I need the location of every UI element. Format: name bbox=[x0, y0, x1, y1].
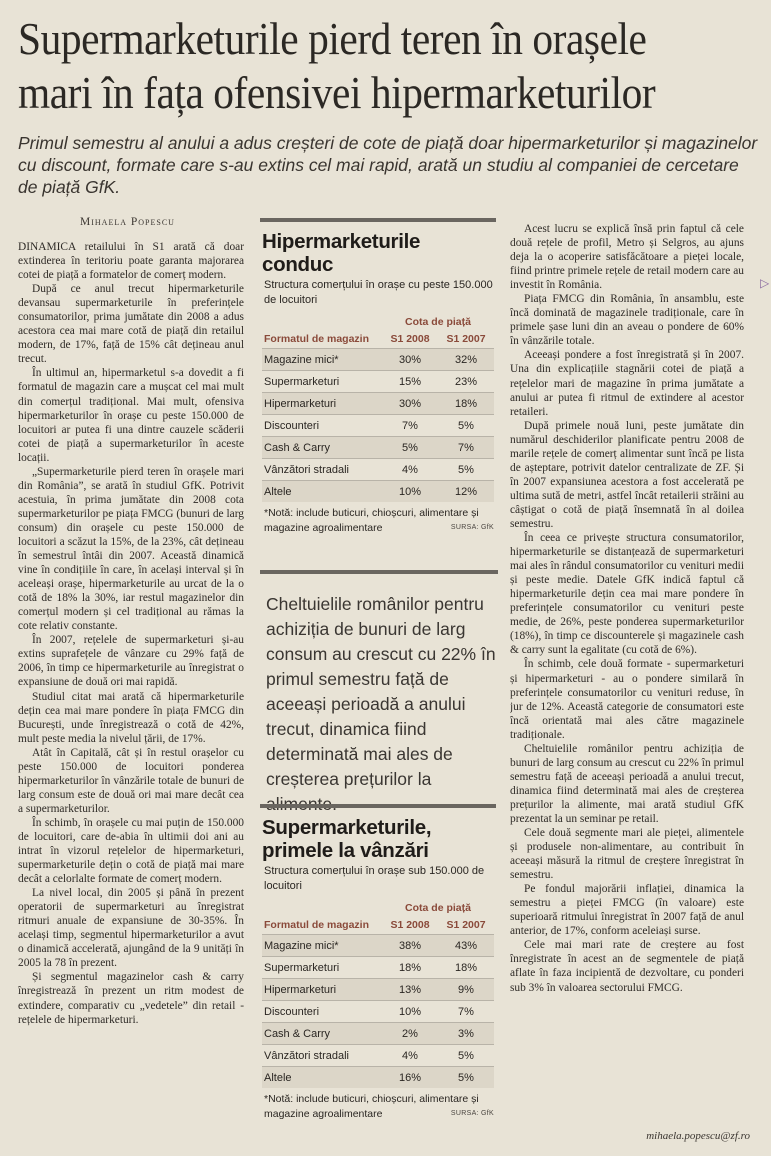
table-note bbox=[264, 506, 496, 536]
table-row bbox=[262, 1001, 494, 1023]
paragraph: Cele mai mari rate de creștere au fost înregistrate în acest an de segmentele de piață aflate în faza incipientă de dezvoltare, cu ponderi sub 3% în valoarea sectorului FMCG. bbox=[510, 939, 744, 994]
row-label: Hipermarketuri bbox=[262, 979, 382, 1001]
row-label: Cash & Carry bbox=[262, 1023, 382, 1045]
paragraph: Studiul citat mai arată că hipermarketurile dețin cea mai mare pondere în piața FMCG din București, unde înregistrează o cotă de 42%, mult peste media la nivelul țării, de 17%. bbox=[18, 690, 244, 745]
pull-quote bbox=[260, 570, 498, 817]
paragraph: Aceeași pondere a fost înregistrată și în 2007. Una din explicațiile stagnării cotei de piață a rețelelor mari de magazine în prima jumătate a anului ar putea fi ritmul de extindere al acestor retaileri. bbox=[510, 349, 744, 418]
table-row bbox=[262, 1045, 494, 1067]
box-title: Supermarketurile, primele la vânzări bbox=[262, 816, 432, 862]
value-2007: 5% bbox=[438, 459, 494, 481]
value-2008: 30% bbox=[382, 393, 438, 415]
table-row bbox=[262, 459, 494, 481]
paragraph: În 2007, rețelele de supermarketuri și-au extins suprafețele de vânzare cu 29% față de 2006, în timp ce hipermarketurile au înregistrat o expansiune de două ori mai rapidă. bbox=[18, 634, 244, 689]
table-row bbox=[262, 437, 494, 459]
market-share-table bbox=[262, 314, 494, 502]
row-label: Altele bbox=[262, 481, 382, 503]
row-label: Discounteri bbox=[262, 415, 382, 437]
row-label: Altele bbox=[262, 1067, 382, 1089]
box-top-rule bbox=[260, 804, 496, 808]
value-2008: 30% bbox=[382, 349, 438, 371]
column-header-s1-2007: S1 2007 bbox=[446, 919, 486, 931]
value-2007: 9% bbox=[438, 979, 494, 1001]
value-2008: 2% bbox=[382, 1023, 438, 1045]
value-2008: 13% bbox=[382, 979, 438, 1001]
paragraph: În ultimul an, hipermarketul s-a dovedit a fi formatul de magazin care a mușcat cel mai mult din comerțul tradițional. Mai mult, ofensiva hipermarketurilor în orașe cu peste 150.000 de locuitori ar putea fi una dintre cauzele scăderii cotei de piață a supermarketurilor în aceste locații. bbox=[18, 367, 244, 464]
market-share-table bbox=[262, 900, 494, 1088]
paragraph: Acest lucru se explică însă prin faptul că cele două rețele de profil, Metro și Selgros, au ajuns deja la o acoperire satisfăcătoare a pieței locale, fiind printre primele rețele de retail modern care au investit în România. bbox=[510, 223, 744, 292]
column-header-s1-2007: S1 2007 bbox=[446, 333, 486, 345]
paragraph: În schimb, în orașele cu mai puțin de 150.000 de locuitori, care de-abia în ultimii doi ani au intrat în vizorul rețelelor de hipermarketuri, supermarketurile dețin o cotă de piață mai mare decât a celorlalte formate de comerț modern. bbox=[18, 816, 244, 886]
byline: Mihaela Popescu bbox=[80, 216, 175, 228]
paragraph: La nivel local, din 2005 și până în prezent operatorii de supermarketuri au înregistrat ritmuri anuale de expansiune de 30-35%. În același timp, segmentul hipermarketurilor a avut o dinamică accelerată, ajungând de la 9 unități în 2005 la 78 în prezent. bbox=[18, 887, 244, 970]
article-column-1 bbox=[18, 240, 244, 1150]
headline-line-2: mari în fața ofensivei hipermarketurilor bbox=[18, 67, 656, 118]
table-row bbox=[262, 1067, 494, 1089]
paragraph: Cele două segmente mari ale pieței, alimentele și produsele non-alimentare, au contribuit în aceeași măsură la ritmul de creștere înregistrat în semestru. bbox=[510, 827, 744, 882]
paragraph: Pe fondul majorării inflației, dinamica la semestru a pieței FMCG (în valoare) este superioară ritmului înregistrat în 2007 față de anul anterior, de 17%, conform aceleiași surse. bbox=[510, 883, 744, 938]
row-label: Vânzători stradali bbox=[262, 459, 382, 481]
paragraph: După ce anul trecut hipermarketurile devansau supermarketurile în preferințele consumatorilor, prima jumătate din 2008 a adus acestora cea mai mare cotă de piață din retailul modern, de 17%, față de 15% cât dețineau anul trecut. bbox=[18, 283, 244, 366]
value-2008: 7% bbox=[382, 415, 438, 437]
paragraph: Atât în Capitală, cât și în restul orașelor cu peste 150.000 de locuitori ponderea hipermarketurilor în vânzările totale de bunuri de larg consum este de două ori mai mare decât cea a supermarketurilor. bbox=[18, 746, 244, 815]
table-row bbox=[262, 349, 494, 371]
value-2007: 5% bbox=[438, 1067, 494, 1089]
table-row bbox=[262, 979, 494, 1001]
paragraph: Piața FMCG din România, în ansamblu, este încă dominată de magazinele tradiționale, care în primele șase luni din an aveau o pondere de 60% în vânzările totale. bbox=[510, 293, 744, 348]
row-label: Cash & Carry bbox=[262, 437, 382, 459]
row-label: Supermarketuri bbox=[262, 957, 382, 979]
note-text: *Notă: include buticuri, chioșcuri, alimentare și magazine agroalimentare bbox=[264, 1093, 479, 1120]
value-2008: 4% bbox=[382, 459, 438, 481]
table-source: SURSA: GfK bbox=[450, 524, 494, 531]
value-2007: 7% bbox=[438, 437, 494, 459]
value-2008: 5% bbox=[382, 437, 438, 459]
row-label: Supermarketuri bbox=[262, 371, 382, 393]
table-box-hipermarketuri bbox=[260, 218, 496, 536]
paragraph: „Supermarketurile pierd teren în orașele mari din România”, se arată în studiul GfK. Potrivit acestuia, în prima jumătate din 2008 cota supermarketurilor pe piața FMCG (bunuri de larg consum) din orașele cu peste 150.000 de locuitori a scăzut la 15%, de la 23%, cât dețineau în semestrul întâi din 2007. Această dinamică vine în condițiile în care, în același interval și în aceleași orașe, hipermarketurile au urcat de la o cotă de 18% la 30%, iar restul magazinelor din comerțul modern și cel tradițional au rămas la cote relativ constante. bbox=[18, 465, 244, 633]
value-2008: 16% bbox=[382, 1067, 438, 1089]
headline-line-1: Supermarketurile pierd teren în orașele bbox=[18, 13, 647, 64]
value-2007: 5% bbox=[438, 1045, 494, 1067]
column-header-s1-2008: S1 2008 bbox=[390, 333, 430, 345]
table-row bbox=[262, 415, 494, 437]
value-2007: 32% bbox=[438, 349, 494, 371]
column-header-s1-2008: S1 2008 bbox=[390, 919, 430, 931]
table-row bbox=[262, 371, 494, 393]
value-2008: 10% bbox=[382, 1001, 438, 1023]
note-text: *Notă: include buticuri, chioșcuri, alimentare și magazine agroalimentare bbox=[264, 507, 479, 534]
column-header-format: Formatul de magazin bbox=[264, 333, 370, 345]
box-title: Hipermarketurile conduc bbox=[262, 230, 421, 276]
box-subtitle: Structura comerțului în orașe sub 150.000 de locuitori bbox=[264, 865, 485, 892]
value-2007: 43% bbox=[438, 935, 494, 957]
table-row bbox=[262, 393, 494, 415]
row-label: Vânzători stradali bbox=[262, 1045, 382, 1067]
row-label: Hipermarketuri bbox=[262, 393, 382, 415]
box-top-rule bbox=[260, 218, 496, 222]
value-2008: 38% bbox=[382, 935, 438, 957]
value-2007: 7% bbox=[438, 1001, 494, 1023]
value-2007: 5% bbox=[438, 415, 494, 437]
table-row bbox=[262, 481, 494, 503]
value-2007: 18% bbox=[438, 957, 494, 979]
paragraph: Și segmentul magazinelor cash & carry înregistrează în prezent un ritm modest de extindere, comparativ cu „vedetele” din retail - rețelele de hipermarketuri. bbox=[18, 971, 244, 1026]
row-label: Discounteri bbox=[262, 1001, 382, 1023]
value-2007: 18% bbox=[438, 393, 494, 415]
value-2008: 15% bbox=[382, 371, 438, 393]
table-row bbox=[262, 957, 494, 979]
value-2008: 18% bbox=[382, 957, 438, 979]
box-subtitle: Structura comerțului în orașe cu peste 150.000 de locuitori bbox=[264, 279, 493, 306]
headline bbox=[18, 12, 765, 120]
row-label: Magazine mici* bbox=[262, 935, 382, 957]
paragraph: În ceea ce privește structura consumatorilor, hipermarketurile se distanțează de supermarketuri mai ales în rândul consumatorilor cu venituri medii și peste medie. Datele GfK indică faptul că hipermarketurile dețin cea mai mare pondere în preferințele consumatorilor cu venituri peste medie, de 26%, peste ponderea supermarketurilor (18%), în timp ce discounterele și magazinele cash & carry sunt la egalitate (cu cotă de 6%). bbox=[510, 532, 744, 657]
pull-quote-text: Cheltuielile românilor pentru achiziția de bunuri de larg consum au crescut cu 22% în primul semestru față de aceeași perioadă a anului trecut, dinamica fiind determinată mai ales de creșterea prețurilor la bbox=[266, 594, 496, 789]
paragraph: DINAMICA retailului în S1 arată că doar extinderea în teritoriu poate garanta majorarea cotei de piață a formatelor de comerț modern. bbox=[18, 241, 244, 282]
value-2008: 10% bbox=[382, 481, 438, 503]
table-row bbox=[262, 1023, 494, 1045]
paragraph: În schimb, cele două formate - supermarketuri și hipermarketuri - au o pondere similară în preferințele consumatorilor cu venituri reduse, în jur de 12%. Această categorie de consumatori este încă orientată mai ales către magazinele tradiționale. bbox=[510, 658, 744, 741]
lead-paragraph: Primul semestru al anului a adus creșteri de cote de piață doar hipermarketurilor și magazinelor cu discount, formate care s-au extins cel mai rapid, arată un studiu al companiei de cercetare de piață GfK. bbox=[18, 133, 758, 197]
column-header-cota: Cota de piață bbox=[405, 902, 471, 914]
column-header-format: Formatul de magazin bbox=[264, 919, 370, 931]
bookmark-arrow-icon: ▷ bbox=[760, 276, 770, 290]
article-column-3 bbox=[510, 222, 744, 1142]
row-label: Magazine mici* bbox=[262, 349, 382, 371]
column-header-cota: Cota de piață bbox=[405, 316, 471, 328]
table-note bbox=[264, 1092, 496, 1122]
table-box-supermarketuri bbox=[260, 804, 496, 1122]
paragraph: După primele nouă luni, peste jumătate din numărul deschiderilor planificate pentru 2008 de marile rețele de comerț alimentar sunt încă pe lista de așteptare, potrivit datelor centralizate de ZF. Și în 2007 expansiunea acestora a fost accelerată pe ultima sută de metri, astfel încât retailerii străini au câștigat o cotă de piață însemnată în al doilea semestru. bbox=[510, 419, 744, 530]
value-2008: 4% bbox=[382, 1045, 438, 1067]
value-2007: 23% bbox=[438, 371, 494, 393]
table-source: SURSA: GfK bbox=[450, 1110, 494, 1117]
paragraph: Cheltuielile românilor pentru achiziția de bunuri de larg consum au crescut cu 22% în primul semestru față de aceeași perioadă a anului trecut, dinamica fiind determinată mai ales de creșterea prețurilor la alimente, mai arată studiul GfK prezentat la un seminar pe retail. bbox=[510, 742, 744, 825]
author-email: mihaela.popescu@zf.ro bbox=[646, 1130, 750, 1142]
value-2007: 3% bbox=[438, 1023, 494, 1045]
value-2007: 12% bbox=[438, 481, 494, 503]
table-row bbox=[262, 935, 494, 957]
